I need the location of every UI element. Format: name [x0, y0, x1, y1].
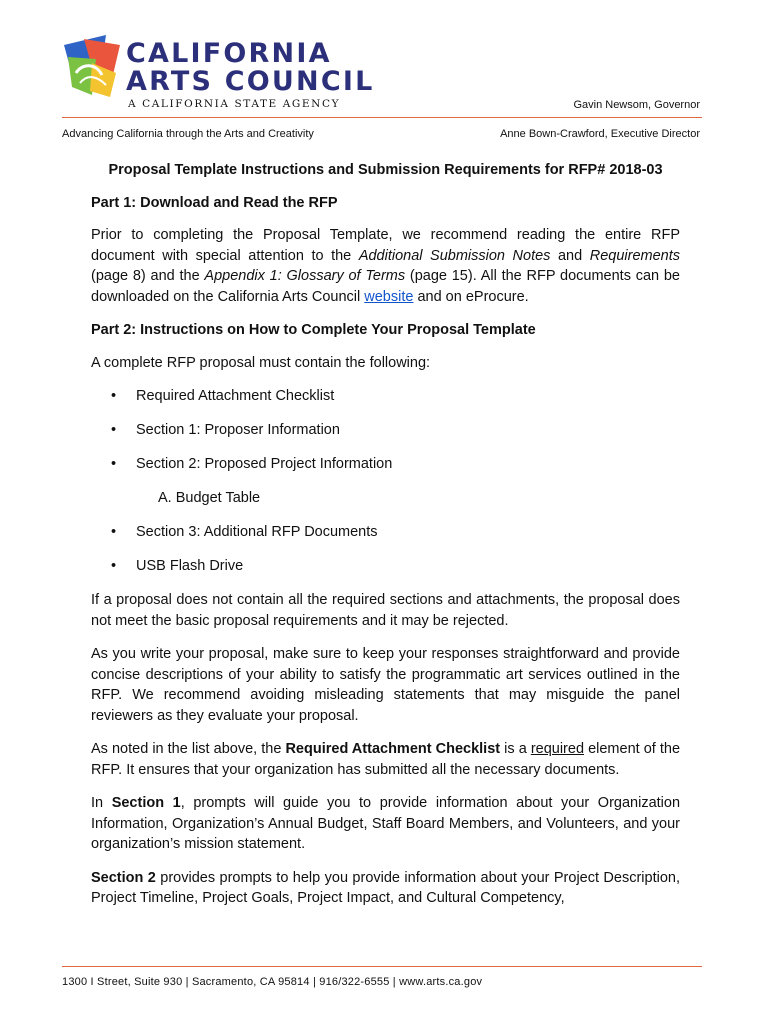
executive-director: Anne Bown-Crawford, Executive Director	[500, 128, 700, 140]
list-item	[91, 420, 680, 441]
writing-guidance-paragraph: As you write your proposal, make sure to keep your responses straightforward and provide concise descriptions of your ability to satisfy the programmatic art services outlined in the RFP. We recommend avoiding misleading statements that may misguide the panel reviewers as they evaluate your proposal.	[91, 646, 680, 724]
footer-address: 1300 I Street, Suite 930 | Sacramento, CA 95814 | 916/322-6555 | www.arts.ca.gov	[62, 976, 483, 988]
list-item	[91, 556, 680, 577]
bullet-icon: •	[111, 422, 117, 438]
text-run: , prompts will guide you to provide information about your Organization Information, Organization’s Annual Budget, Staff Board Members, and Volunteers, and your organization’s mission statement.	[91, 795, 681, 852]
text-run: (page 15). All the RFP documents can be downloaded on the California Arts Council	[91, 268, 680, 305]
bold-section1: Section 1	[111, 795, 181, 811]
website-link[interactable]: website	[364, 288, 414, 305]
bullet-icon: •	[111, 524, 117, 540]
text-run: (page 8) and the	[91, 268, 205, 284]
part2-heading: Part 2: Instructions on How to Complete Your Proposal Template	[91, 322, 536, 338]
text-run: Prior to completing the Proposal Template, we recommend reading the entire RFP document with special attention to the	[91, 227, 680, 264]
list-item	[91, 386, 680, 407]
tagline: Advancing California through the Arts and Creativity	[62, 128, 314, 140]
rejection-paragraph: If a proposal does not contain all the required sections and attachments, the proposal does not meet the basic proposal requirements and it may be rejected.	[91, 592, 680, 629]
part1-paragraph	[91, 225, 680, 307]
governor-name: Gavin Newsom, Governor	[573, 99, 700, 111]
text-run: As noted in the list above, the	[91, 741, 286, 757]
bullet-icon: •	[111, 456, 117, 472]
arts-council-logo-icon	[62, 33, 122, 99]
bullet-icon: •	[111, 388, 117, 404]
part1-heading: Part 1: Download and Read the RFP	[91, 194, 338, 211]
text-run: provides prompts to help you provide information about your Project Description, Project Timeline, Project Goals, Project Impact, and Cultural Competency,	[91, 869, 680, 906]
text-run: element of the RFP. It ensures that your organization has submitted all the necessary documents.	[91, 741, 681, 778]
part2-intro: A complete RFP proposal must contain the following:	[91, 354, 431, 371]
bold-section2: Section 2	[91, 869, 156, 886]
text-run: is a	[500, 741, 531, 757]
emphasis-requirements: Requirements	[589, 247, 681, 264]
list-item-label: Section 1: Proposer Information	[136, 422, 340, 438]
letterhead	[0, 0, 770, 150]
sub-list-item: A. Budget Table	[158, 490, 261, 506]
list-item	[91, 454, 680, 475]
org-name-line1: CALIFORNIA	[126, 38, 332, 69]
agency-subtitle: A CALIFORNIA STATE AGENCY	[128, 98, 341, 110]
header-divider	[62, 117, 702, 118]
list-item-label: Section 2: Proposed Project Information	[136, 456, 393, 472]
requirements-list	[91, 386, 680, 577]
bold-checklist: Required Attachment Checklist	[285, 741, 501, 757]
checklist-paragraph	[91, 739, 680, 780]
document-body	[91, 160, 680, 922]
emphasis-glossary: Appendix 1: Glossary of Terms	[204, 268, 406, 284]
bullet-icon: •	[111, 558, 117, 574]
org-name-line2: ARTS COUNCIL	[126, 66, 375, 97]
list-item-label: Required Attachment Checklist	[136, 388, 335, 404]
document-title: Proposal Template Instructions and Submission Requirements for RFP# 2018-03	[108, 162, 663, 178]
section2-paragraph	[91, 868, 680, 909]
list-item	[91, 522, 680, 543]
list-item-label: Section 3: Additional RFP Documents	[136, 524, 378, 540]
emphasis-additional-notes: Additional Submission Notes	[358, 247, 551, 264]
footer-divider	[62, 966, 702, 967]
text-run: and on eProcure.	[413, 288, 529, 305]
text-run: In	[91, 795, 112, 811]
text-run: and	[550, 247, 590, 264]
section1-paragraph	[91, 793, 680, 855]
list-item-label: USB Flash Drive	[136, 558, 244, 574]
underlined-required: required	[530, 741, 585, 757]
